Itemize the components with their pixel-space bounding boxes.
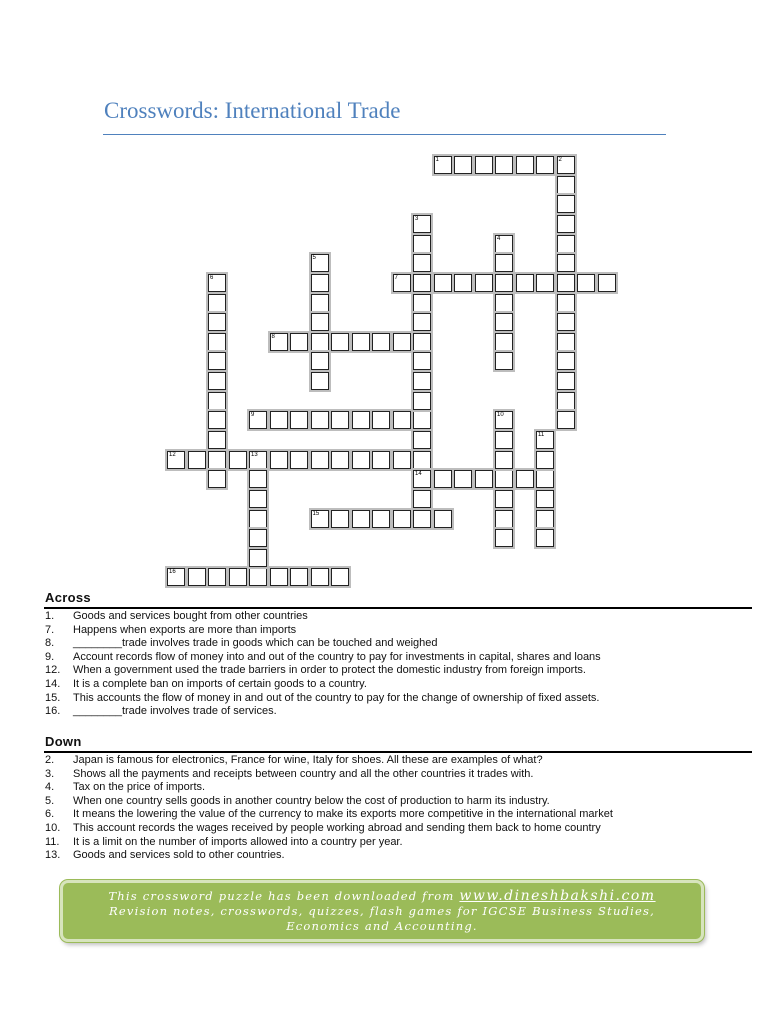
crossword-cell[interactable]: [290, 451, 308, 469]
down-clue: [45, 795, 755, 809]
crossword-cell[interactable]: [331, 333, 349, 351]
clue-number: 8.: [45, 637, 55, 650]
crossword-cell[interactable]: [495, 490, 513, 508]
across-clue: [45, 637, 755, 651]
crossword-cell[interactable]: [208, 392, 226, 410]
crossword-cell[interactable]: [516, 156, 534, 174]
crossword-cell[interactable]: [557, 156, 575, 174]
clue-number: 13.: [45, 849, 61, 862]
crossword-cell[interactable]: [413, 333, 431, 351]
crossword-cell[interactable]: [208, 274, 226, 292]
crossword-cell[interactable]: [229, 568, 247, 586]
clue-number-label: 13: [251, 451, 258, 458]
clue-number: 10.: [45, 821, 61, 834]
website-link[interactable]: www.dineshbakshi.com: [459, 888, 656, 904]
down-clue: [45, 836, 755, 850]
crossword-cell[interactable]: [434, 510, 452, 528]
clue-number: 12.: [45, 664, 61, 677]
banner-line-1: [63, 889, 701, 904]
banner-line-3: Economics and Accounting.: [286, 919, 478, 933]
crossword-cell[interactable]: [331, 568, 349, 586]
crossword-cell[interactable]: [352, 451, 370, 469]
crossword-cell[interactable]: [495, 254, 513, 272]
crossword-cell[interactable]: [208, 352, 226, 370]
clue-number-label: 9: [251, 412, 255, 419]
crossword-cell[interactable]: [557, 372, 575, 390]
crossword-cell[interactable]: [208, 451, 226, 469]
across-heading: Across: [45, 590, 91, 605]
crossword-cell[interactable]: [495, 470, 513, 488]
crossword-cell[interactable]: [167, 451, 185, 469]
crossword-cell[interactable]: [495, 156, 513, 174]
clue-text: It is a limit on the number of imports allowed into a country per year.: [73, 835, 403, 848]
clue-number-label: 11: [538, 431, 545, 438]
crossword-cell[interactable]: [495, 510, 513, 528]
clue-text: Goods and services sold to other countries.: [73, 849, 285, 862]
crossword-cell[interactable]: [536, 156, 554, 174]
clue-number-label: 8: [271, 333, 275, 340]
crossword-cell[interactable]: [249, 451, 267, 469]
crossword-cell[interactable]: [475, 156, 493, 174]
crossword-cell[interactable]: [413, 254, 431, 272]
clue-number-label: 15: [312, 510, 320, 517]
clue-text: Goods and services bought from other countries: [73, 610, 308, 622]
crossword-cell[interactable]: [208, 313, 226, 331]
crossword-cell[interactable]: [557, 215, 575, 233]
crossword-cell[interactable]: [208, 470, 226, 488]
down-clue: [45, 754, 755, 768]
crossword-cell[interactable]: [413, 352, 431, 370]
down-clue: [45, 768, 755, 782]
crossword-cell[interactable]: [557, 254, 575, 272]
clue-number: 16.: [45, 705, 61, 718]
crossword-cell[interactable]: [536, 470, 554, 488]
across-clue: [45, 651, 755, 665]
crossword-cell[interactable]: [454, 156, 472, 174]
crossword-cell[interactable]: [557, 392, 575, 410]
crossword-cell[interactable]: [188, 568, 206, 586]
clue-number: 11.: [45, 835, 60, 848]
down-clue: [45, 822, 755, 836]
crossword-cell[interactable]: [208, 333, 226, 351]
across-clue: [45, 664, 755, 678]
crossword-cell[interactable]: [208, 294, 226, 312]
across-clue: [45, 624, 755, 638]
crossword-cell[interactable]: [536, 529, 554, 547]
banner-prefix: This crossword puzzle has been downloaded from: [108, 889, 455, 903]
crossword-cell[interactable]: [536, 510, 554, 528]
clue-text: ________trade involves trade of services.: [73, 705, 277, 718]
crossword-cell[interactable]: [290, 333, 308, 351]
crossword-cell[interactable]: [311, 254, 329, 272]
crossword-cell[interactable]: [290, 411, 308, 429]
across-clue: [45, 705, 755, 719]
crossword-cell[interactable]: [352, 510, 370, 528]
crossword-cell[interactable]: [454, 274, 472, 292]
crossword-cell[interactable]: [495, 352, 513, 370]
crossword-cell[interactable]: [413, 392, 431, 410]
clue-number-label: 12: [169, 451, 176, 458]
crossword-cell[interactable]: [413, 294, 431, 312]
crossword-cell[interactable]: [311, 411, 329, 429]
crossword-cell[interactable]: [311, 510, 329, 528]
crossword-cell[interactable]: [413, 470, 431, 488]
clue-text: When one country sells goods in another country below the cost of production to harm its industry.: [73, 794, 550, 807]
clue-number: 2.: [45, 754, 55, 766]
crossword-cell[interactable]: [557, 195, 575, 213]
crossword-cell[interactable]: [557, 274, 575, 292]
across-clue: [45, 678, 755, 692]
clue-number-label: 14: [415, 471, 422, 478]
crossword-cell[interactable]: [249, 411, 267, 429]
clue-text: This account records the wages received by people working abroad and sending them back to home country: [73, 821, 601, 834]
crossword-cell[interactable]: [290, 568, 308, 586]
crossword-cell[interactable]: [557, 313, 575, 331]
crossword-cell[interactable]: [536, 451, 554, 469]
crossword-cell[interactable]: [331, 411, 349, 429]
crossword-cell[interactable]: [557, 235, 575, 253]
clue-text: ________trade involves trade in goods which can be touched and weighed: [73, 637, 438, 650]
crossword-cell[interactable]: [249, 490, 267, 508]
crossword-cell[interactable]: [495, 274, 513, 292]
clue-text: Tax on the price of imports.: [73, 781, 206, 794]
crossword-cell[interactable]: [167, 568, 185, 586]
crossword-cell[interactable]: [557, 352, 575, 370]
clue-text: Account records flow of money into and out of the country to pay for investments in capital, shares and loans: [73, 650, 601, 663]
crossword-cell[interactable]: [495, 529, 513, 547]
download-banner: [60, 880, 704, 942]
crossword-cell[interactable]: [331, 510, 349, 528]
clue-number: 4.: [45, 781, 55, 794]
crossword-cell[interactable]: [495, 451, 513, 469]
clue-number-label: 4: [497, 235, 501, 242]
crossword-cell[interactable]: [249, 470, 267, 488]
crossword-cell[interactable]: [475, 470, 493, 488]
clue-number-label: 5: [312, 255, 316, 262]
crossword-cell[interactable]: [270, 451, 288, 469]
clue-number-label: 6: [210, 274, 214, 281]
clue-text: It is a complete ban on imports of certain goods to a country.: [73, 677, 367, 690]
down-clue: [45, 808, 755, 822]
clue-text: When a government used the trade barriers in order to protect the domestic industry from foreign imports.: [73, 664, 586, 677]
down-clue: [45, 849, 755, 863]
clue-number-label: 10: [497, 412, 504, 419]
crossword-cell[interactable]: [372, 451, 390, 469]
crossword-cell[interactable]: [495, 313, 513, 331]
crossword-cell[interactable]: [311, 274, 329, 292]
crossword-cell[interactable]: [393, 510, 411, 528]
clue-number: 9.: [45, 650, 55, 663]
down-divider: [44, 751, 752, 753]
crossword-cell[interactable]: [270, 333, 288, 351]
crossword-cell[interactable]: [413, 451, 431, 469]
clue-number: 5.: [45, 794, 55, 807]
crossword-cell[interactable]: [352, 333, 370, 351]
crossword-cell[interactable]: [372, 333, 390, 351]
crossword-cell[interactable]: [413, 411, 431, 429]
clue-number-label: 2: [558, 157, 562, 163]
crossword-cell[interactable]: [413, 215, 431, 233]
crossword-cell[interactable]: [536, 274, 554, 292]
clue-number-label: 16: [169, 569, 176, 576]
crossword-cell[interactable]: [413, 313, 431, 331]
crossword-cell[interactable]: [372, 510, 390, 528]
crossword-cell[interactable]: [413, 510, 431, 528]
crossword-cell[interactable]: [249, 549, 267, 567]
crossword-cell[interactable]: [516, 470, 534, 488]
crossword-cell[interactable]: [413, 490, 431, 508]
clue-number: 3.: [45, 767, 55, 780]
clue-number: 1.: [45, 610, 55, 622]
crossword-cell[interactable]: [557, 333, 575, 351]
crossword-cell[interactable]: [311, 372, 329, 390]
crossword-cell[interactable]: [577, 274, 595, 292]
crossword-cell[interactable]: [557, 176, 575, 194]
across-divider: [44, 607, 752, 609]
across-clue: [45, 692, 755, 706]
crossword-cell[interactable]: [229, 451, 247, 469]
clue-number-label: 1: [435, 157, 439, 163]
crossword-cell[interactable]: [557, 294, 575, 312]
clue-text: Japan is famous for electronics, France for wine, Italy for shoes. All these are examples of what?: [73, 754, 543, 766]
crossword-cell[interactable]: [352, 411, 370, 429]
crossword-cell[interactable]: [536, 490, 554, 508]
crossword-cell[interactable]: [208, 431, 226, 449]
crossword-cell[interactable]: [311, 294, 329, 312]
clue-number-label: 7: [394, 274, 398, 281]
crossword-cell[interactable]: [495, 411, 513, 429]
crossword-cell[interactable]: [475, 274, 493, 292]
crossword-cell[interactable]: [557, 411, 575, 429]
page-title: Crosswords: International Trade: [104, 98, 401, 123]
clue-number: 14.: [45, 677, 61, 690]
clue-number-label: 3: [415, 215, 419, 222]
banner-line-2: Revision notes, crosswords, quizzes, flash games for IGCSE Business Studies,: [109, 904, 655, 918]
crossword-cell[interactable]: [208, 411, 226, 429]
crossword-cell[interactable]: [249, 568, 267, 586]
crossword-cell[interactable]: [434, 156, 452, 174]
crossword-cell[interactable]: [270, 568, 288, 586]
clue-text: Shows all the payments and receipts between country and all the other countries it trades with.: [73, 767, 534, 780]
crossword-cell[interactable]: [208, 568, 226, 586]
across-clue: [45, 610, 755, 624]
clue-number: 15.: [45, 691, 61, 704]
down-clue-list: [45, 754, 755, 863]
crossword-cell[interactable]: [598, 274, 616, 292]
clue-text: Happens when exports are more than imports: [73, 623, 297, 636]
crossword-cell[interactable]: [495, 235, 513, 253]
crossword-cell[interactable]: [372, 411, 390, 429]
crossword-cell[interactable]: [495, 333, 513, 351]
down-clue: [45, 781, 755, 795]
crossword-cell[interactable]: [311, 568, 329, 586]
crossword-cell[interactable]: [208, 372, 226, 390]
crossword-cell[interactable]: [311, 333, 329, 351]
clue-text: It means the lowering the value of the currency to make its exports more competitive in the international market: [73, 808, 613, 821]
crossword-cell[interactable]: [393, 451, 411, 469]
crossword-cell[interactable]: [311, 313, 329, 331]
crossword-cell[interactable]: [536, 431, 554, 449]
crossword-cell[interactable]: [311, 352, 329, 370]
crossword-cell[interactable]: [516, 274, 534, 292]
crossword-cell[interactable]: [413, 372, 431, 390]
crossword-cell[interactable]: [331, 451, 349, 469]
crossword-cell[interactable]: [270, 411, 288, 429]
crossword-cell[interactable]: [393, 333, 411, 351]
crossword-cell[interactable]: [249, 510, 267, 528]
crossword-cell[interactable]: [413, 274, 431, 292]
clue-number: 7.: [45, 623, 55, 636]
clue-text: This accounts the flow of money in and out of the country to pay for the change of ownership of fixed assets.: [73, 691, 600, 704]
crossword-cell[interactable]: [495, 431, 513, 449]
crossword-cell[interactable]: [249, 529, 267, 547]
crossword-cell[interactable]: [188, 451, 206, 469]
crossword-cell[interactable]: [454, 470, 472, 488]
crossword-cell[interactable]: [434, 274, 452, 292]
crossword-cell[interactable]: [311, 451, 329, 469]
crossword-cell[interactable]: [413, 431, 431, 449]
crossword-cell[interactable]: [495, 294, 513, 312]
crossword-cell[interactable]: [434, 470, 452, 488]
crossword-cell[interactable]: [393, 411, 411, 429]
clue-number: 6.: [45, 808, 55, 821]
down-heading: Down: [45, 734, 82, 749]
crossword-cell[interactable]: [413, 235, 431, 253]
crossword-cell[interactable]: [393, 274, 411, 292]
across-clue-list: [45, 610, 755, 719]
